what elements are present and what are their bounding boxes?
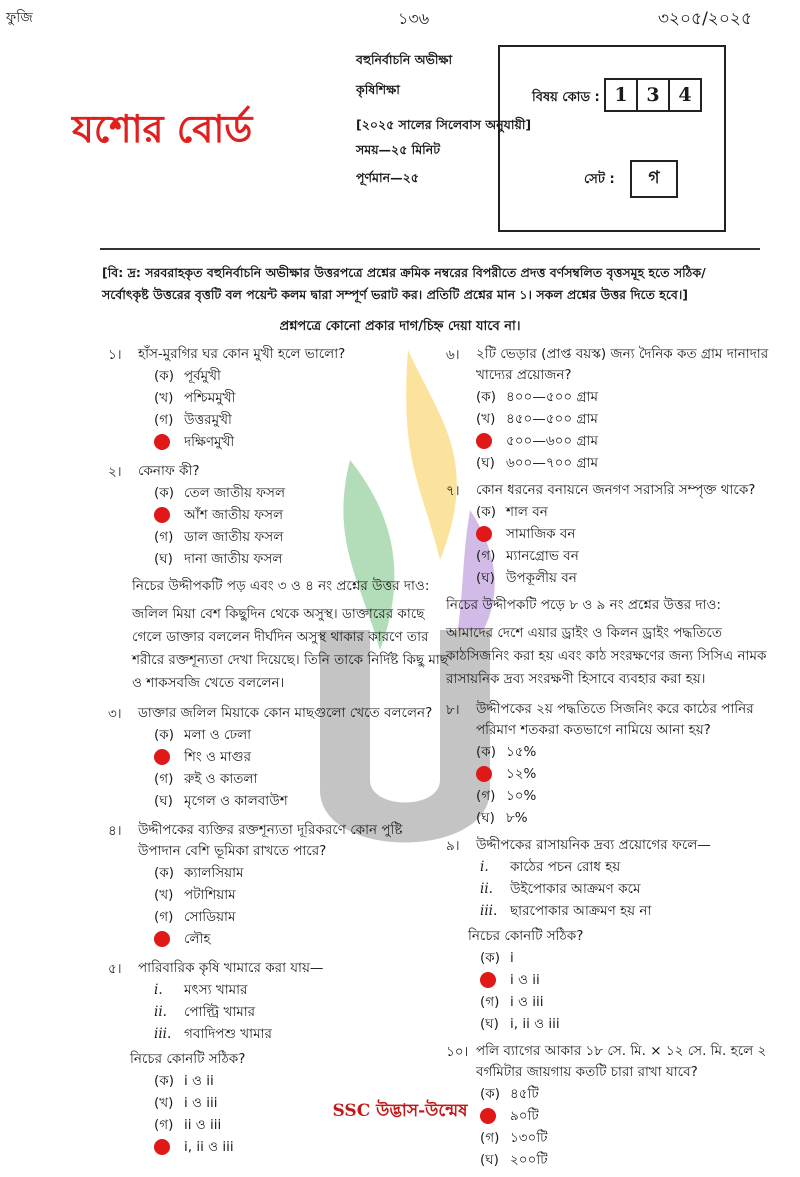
- option-kha: [476, 408, 786, 430]
- answer-mark-icon: [154, 1139, 170, 1155]
- option-ka: [480, 947, 786, 969]
- subject-code-digit: 3: [638, 80, 670, 110]
- option-ka: [476, 501, 786, 523]
- option-text: ii ও iii: [184, 1117, 222, 1133]
- option-text: পটাশিয়াম: [184, 887, 236, 903]
- option-ga: [154, 768, 448, 790]
- option-label: (গ): [154, 529, 174, 545]
- statement-i: [480, 856, 786, 878]
- question-number: ৬।: [446, 347, 460, 363]
- option-label: (খ): [476, 411, 496, 427]
- answer-mark-icon: [154, 749, 170, 765]
- option-label: (ক): [154, 485, 174, 501]
- option-text: ম্যানগ্রোভ বন: [506, 548, 579, 564]
- option-text: লৌহ: [184, 931, 211, 947]
- question-number: ৩।: [108, 706, 122, 722]
- statement-label: i.: [480, 859, 489, 875]
- option-gha: [154, 1136, 448, 1158]
- answer-mark-icon: [480, 972, 496, 988]
- option-label: (খ): [154, 390, 174, 406]
- syllabus-note: [২০২৫ সালের সিলেবাস অনুযায়ী]: [356, 117, 532, 132]
- option-label: (ঘ): [154, 793, 173, 809]
- left-column: [108, 344, 448, 1164]
- option-text: ৫০০—৬০০ গ্রাম: [506, 433, 598, 449]
- time-limit: সময়—২৫ মিনিট: [356, 142, 441, 157]
- option-text: ২০০টি: [510, 1152, 548, 1168]
- option-gha: [154, 928, 448, 950]
- option-gha: [476, 807, 786, 829]
- subject-code-box: [498, 45, 726, 232]
- option-text: রুই ও কাতলা: [184, 771, 258, 787]
- page-number: ১৩৬: [398, 9, 430, 28]
- option-ga: [154, 526, 448, 548]
- statement-text: ছারপোকার আক্রমণ হয় না: [510, 903, 652, 919]
- option-kha: [476, 763, 786, 785]
- option-label: (গ): [480, 1130, 500, 1146]
- question-text: পারিবারিক কৃষি খামারে করা যায়—: [138, 960, 324, 976]
- option-ga: [480, 991, 786, 1013]
- header-divider: [100, 248, 760, 250]
- option-label: (ক): [480, 1086, 500, 1102]
- statement-text: কাঠের পচন রোধ হয়: [510, 859, 621, 875]
- option-gha: [476, 452, 786, 474]
- board-title: যশোর বোর্ড: [72, 106, 253, 151]
- option-label: (ক): [154, 727, 174, 743]
- option-text: দানা জাতীয় ফসল: [184, 551, 283, 567]
- set-label: সেট :: [584, 172, 615, 187]
- option-ga: [154, 906, 448, 928]
- option-text: আঁশ জাতীয় ফসল: [184, 507, 284, 523]
- option-ga: [476, 545, 786, 567]
- question-text: উদ্দীপকের রাসায়নিক দ্রব্য প্রয়োগের ফলে—: [476, 837, 711, 853]
- subject-code-digit: 1: [606, 80, 638, 110]
- option-label: (খ): [154, 1095, 174, 1111]
- statement-label: i.: [154, 982, 163, 998]
- question-number: ৫।: [108, 961, 122, 977]
- question-number: ১।: [108, 347, 122, 363]
- passage-2-intro: নিচের উদ্দীপকটি পড়ে ৮ ও ৯ নং প্রশ্নের উত্তর দাও:: [446, 597, 721, 613]
- statement-text: পোল্ট্রি খামার: [184, 1004, 256, 1020]
- option-text: i, ii ও iii: [510, 1016, 560, 1032]
- option-text: ক্যালসিয়াম: [184, 865, 244, 881]
- question-number: ৭।: [446, 483, 460, 499]
- option-ka: [476, 386, 786, 408]
- passage-2: আমাদের দেশে এয়ার ড্রাইং ও কিলন ড্রাইং পদ্ধতিতে কাঠসিজনিং করা হয় এবং কাঠ সংরক্ষণের জন্য সিসিএ নামক রাসায়নিক দ্রব্য সংরক্ষণী হিসাবে ব্যবহার করা হয়।: [446, 625, 767, 687]
- full-marks: পূর্ণমান—২৫: [356, 170, 419, 185]
- question-text: ডাক্তার জলিল মিয়াকে কোন মাছগুলো খেতে বললেন?: [138, 705, 433, 721]
- option-text: দক্ষিণমুখী: [184, 434, 235, 450]
- option-text: মলা ও ঢেলা: [184, 727, 252, 743]
- question-text: কোন ধরনের বনায়নে জনগণ সরাসরি সম্পৃক্ত থাকে?: [476, 482, 756, 498]
- option-label: (ঘ): [480, 1016, 499, 1032]
- option-text: i: [510, 950, 514, 966]
- option-label: (গ): [480, 994, 500, 1010]
- subject-name: কৃষিশিক্ষা: [356, 82, 400, 97]
- question-number: ১০।: [446, 1044, 469, 1060]
- warning-note: প্রশ্নপত্রে কোনো প্রকার দাগ/চিহ্ন দেয়া যাবে না।: [279, 319, 521, 334]
- option-gha: [154, 548, 448, 570]
- statement-text: উইপোকার আক্রমণ কমে: [510, 881, 641, 897]
- which-correct: নিচের কোনটি সঠিক?: [130, 1051, 246, 1067]
- option-text: ১০%: [506, 788, 537, 804]
- option-text: উপকূলীয় বন: [506, 570, 577, 586]
- question-number: ৯।: [446, 838, 460, 854]
- option-kha: [154, 504, 448, 526]
- question-number: ৮।: [446, 702, 460, 718]
- option-label: (ক): [154, 368, 174, 384]
- option-text: শিং ও মাগুর: [184, 749, 251, 765]
- option-ka: [154, 365, 448, 387]
- option-ga: [154, 409, 448, 431]
- option-label: (গ): [476, 548, 496, 564]
- option-text: i ও ii: [510, 972, 540, 988]
- statement-label: iii.: [154, 1026, 172, 1042]
- option-ka: [154, 1070, 448, 1092]
- passage-1: জলিল মিয়া বেশ কিছুদিন থেকে অসুস্থ। ডাক্তারের কাছে গেলে ডাক্তার বললেন দীর্ঘদিন অসুস্থ থাকার কারণে তার শরীরে রক্তশূন্যতা দেখা দিয়েছে। তিনি তাকে নির্দিষ্ট কিছু মাছ ও শাকসবজি খেতে বললেন।: [132, 606, 448, 691]
- option-label: (গ): [154, 412, 174, 428]
- option-text: সোডিয়াম: [184, 909, 236, 925]
- statement-label: ii.: [480, 881, 493, 897]
- statement-text: মৎস্য খামার: [184, 982, 248, 998]
- option-label: (গ): [154, 1117, 174, 1133]
- paper-code: ৩২০৫/২০২৫: [657, 9, 752, 29]
- option-gha: [154, 431, 448, 453]
- option-label: (ঘ): [476, 570, 495, 586]
- statement-label: ii.: [154, 1004, 167, 1020]
- answer-mark-icon: [154, 507, 170, 523]
- option-text: ১৫%: [506, 744, 537, 760]
- top-left-label: ফুজি: [6, 10, 33, 26]
- option-kha: [154, 746, 448, 768]
- option-ga: [480, 1127, 786, 1149]
- option-text: ৪৫০—৫০০ গ্রাম: [506, 411, 598, 427]
- question-6: [446, 344, 786, 474]
- option-label: (ক): [476, 504, 496, 520]
- statement-text: গবাদিপশু খামার: [184, 1026, 272, 1042]
- subject-code-digits: [604, 78, 702, 112]
- exam-type: বহুনির্বাচনি অভীক্ষা: [356, 52, 453, 67]
- option-text: তেল জাতীয় ফসল: [184, 485, 286, 501]
- which-correct: নিচের কোনটি সঠিক?: [468, 928, 584, 944]
- right-column: [446, 344, 786, 1177]
- statement-iii: [154, 1023, 448, 1045]
- footer-brand: SSC উদ্ভাস-উন্মেষ: [332, 1101, 468, 1121]
- option-label: (ঘ): [154, 551, 173, 567]
- set-value: গ: [630, 160, 678, 198]
- answer-mark-icon: [476, 526, 492, 542]
- option-ka: [154, 862, 448, 884]
- statement-ii: [154, 1001, 448, 1023]
- answer-mark-icon: [476, 766, 492, 782]
- statement-label: iii.: [480, 903, 498, 919]
- option-text: i ও ii: [184, 1073, 214, 1089]
- option-text: শাল বন: [506, 504, 548, 520]
- question-number: ৪।: [108, 823, 122, 839]
- option-text: সামাজিক বন: [506, 526, 576, 542]
- question-text: পলি ব্যাগের আকার ১৮ সে. মি. × ১২ সে. মি. হলে ২ বর্গমিটার জায়গায় কতটি চারা রাখা যাবে?: [476, 1043, 767, 1080]
- question-9: [446, 835, 786, 1035]
- option-text: i, ii ও iii: [184, 1139, 234, 1155]
- option-label: (ক): [154, 1073, 174, 1089]
- question-2: [108, 461, 448, 570]
- subject-code-label: বিষয় কোড :: [532, 90, 600, 105]
- option-text: ৯০টি: [510, 1108, 539, 1124]
- option-label: (গ): [154, 909, 174, 925]
- question-4: [108, 820, 448, 950]
- option-gha: [476, 567, 786, 589]
- option-ka: [154, 724, 448, 746]
- question-text: ২টি ভেড়ার (প্রাপ্ত বয়স্ক) জন্য দৈনিক কত গ্রাম দানাদার খাদ্যের প্রয়োজন?: [476, 346, 769, 383]
- option-kha: [154, 387, 448, 409]
- option-label: (গ): [476, 788, 496, 804]
- option-text: পশ্চিমমুখী: [184, 390, 236, 406]
- option-gha: [154, 790, 448, 812]
- question-5: [108, 958, 448, 1158]
- question-1: [108, 344, 448, 453]
- option-text: পূর্বমুখী: [184, 368, 221, 384]
- question-text: উদ্দীপকের ব্যক্তির রক্তশূন্যতা দূরিকরণে কোন পুষ্টি উপাদান বেশি ভূমিকা রাখতে পারে?: [138, 822, 403, 859]
- question-8: [446, 699, 786, 829]
- question-7: [446, 480, 786, 589]
- question-number: ২।: [108, 464, 122, 480]
- option-label: (ক): [476, 744, 496, 760]
- option-gha: [480, 1013, 786, 1035]
- option-label: (ক): [480, 950, 500, 966]
- option-label: (ঘ): [476, 810, 495, 826]
- option-text: i ও iii: [510, 994, 544, 1010]
- option-ga: [476, 785, 786, 807]
- question-3: [108, 703, 448, 812]
- option-text: ডাল জাতীয় ফসল: [184, 529, 284, 545]
- statement-ii: [480, 878, 786, 900]
- option-ka: [154, 482, 448, 504]
- instruction-note: [বি: দ্র: সরবরাহকৃত বহুনির্বাচনি অভীক্ষার উত্তরপত্রে প্রশ্নের ক্রমিক নম্বরের বিপরীতে প্রদত্ত বর্ণসম্বলিত বৃত্তসমূহ হতে সঠিক/ সর্বোৎকৃষ্ট উত্তরের বৃত্তটি বল পয়েন্ট কলম দ্বারা সম্পূর্ণ ভরাট কর। প্রতিটি প্রশ্নের মান ১। সকল প্রশ্নের উত্তর দিতে হবে।]: [102, 265, 706, 302]
- option-text: উত্তরমুখী: [184, 412, 232, 428]
- question-text: হাঁস-মুরগির ঘর কোন মুখী হলে ভালো?: [138, 346, 346, 362]
- option-text: ১২%: [506, 766, 537, 782]
- option-kha: [476, 523, 786, 545]
- option-label: (ঘ): [480, 1152, 499, 1168]
- option-text: ৬০০—৭০০ গ্রাম: [506, 455, 598, 471]
- option-label: (খ): [154, 887, 174, 903]
- option-text: ৮%: [506, 810, 528, 826]
- option-text: ১৩০টি: [510, 1130, 548, 1146]
- option-label: (ক): [154, 865, 174, 881]
- option-label: (গ): [154, 771, 174, 787]
- option-text: i ও iii: [184, 1095, 218, 1111]
- question-text: কেনাফ কী?: [138, 463, 200, 479]
- option-ka: [476, 741, 786, 763]
- answer-mark-icon: [154, 434, 170, 450]
- statement-iii: [480, 900, 786, 922]
- option-label: (ঘ): [476, 455, 495, 471]
- question-text: উদ্দীপকের ২য় পদ্ধতিতে সিজনিং করে কাঠের পানির পরিমাণ শতকরা কতভাগে নামিয়ে আনা হয়?: [476, 701, 754, 738]
- answer-mark-icon: [476, 433, 492, 449]
- option-text: ৪৫টি: [510, 1086, 539, 1102]
- option-kha: [480, 969, 786, 991]
- option-text: ৪০০—৫০০ গ্রাম: [506, 389, 598, 405]
- option-label: (ক): [476, 389, 496, 405]
- subject-code-digit: 4: [678, 84, 692, 106]
- answer-mark-icon: [154, 931, 170, 947]
- option-gha: [480, 1149, 786, 1171]
- option-text: মৃগেল ও কালবাউশ: [184, 793, 288, 809]
- passage-1-intro: নিচের উদ্দীপকটি পড় এবং ৩ ও ৪ নং প্রশ্নের উত্তর দাও:: [132, 578, 430, 594]
- statement-i: [154, 979, 448, 1001]
- option-kha: [154, 884, 448, 906]
- option-ga: [476, 430, 786, 452]
